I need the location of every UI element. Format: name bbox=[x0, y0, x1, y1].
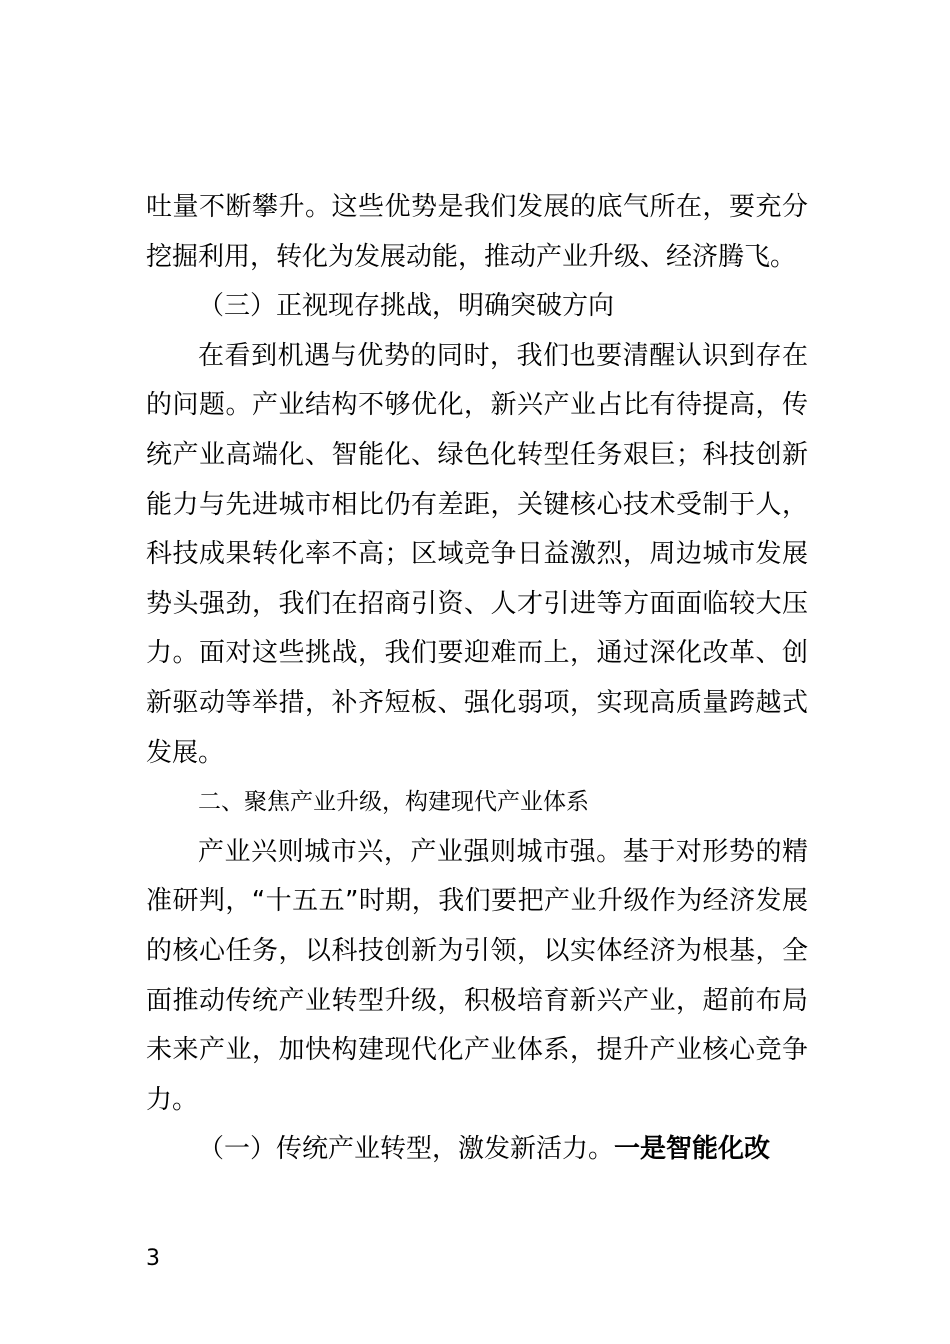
subheading-one: （一）传统产业转型，激发新活力。 bbox=[198, 1134, 615, 1165]
paragraph-challenges: 在看到机遇与优势的同时，我们也要清醒认识到存在的问题。产业结构不够优化，新兴产业占比有待提高，传统产业高端化、智能化、绿色化转型任务艰巨；科技创新能力与先进城市相比仍有差距，关键核心技术受制于人，科技成果转化率不高；区域竞争日益激烈，周边城市发展势头强劲，我们在招商引资、人才引进等方面面临较大压力。面对这些挑战，我们要迎难而上，通过深化改革、创新驱动等举措，补齐短板、强化弱项，实现高质量跨越式发展。 bbox=[146, 340, 808, 768]
paragraph-traditional-industry bbox=[146, 1125, 808, 1175]
paragraph-industry-upgrade: 产业兴则城市兴，产业强则城市强。基于对形势的精准研判，“十五五”时期，我们要把产业升级作为经济发展的核心任务，以科技创新为引领，以实体经济为根基，全面推动传统产业转型升级，积极培育新兴产业，超前布局未来产业，加快构建现代化产业体系，提升产业核心竞争力。 bbox=[146, 836, 808, 1115]
bold-lead-text: 一是智能化改 bbox=[614, 1134, 771, 1165]
paragraph-continuation: 吐量不断攀升。这些优势是我们发展的底气所在，要充分挖掘利用，转化为发展动能，推动产业升级、经济腾飞。 bbox=[146, 192, 808, 272]
page-number: 3 bbox=[146, 1246, 160, 1271]
section-heading-two: 二、聚焦产业升级，构建现代产业体系 bbox=[198, 789, 589, 816]
subheading-three: （三）正视现存挑战，明确突破方向 bbox=[198, 291, 615, 322]
body-text bbox=[146, 183, 808, 1175]
